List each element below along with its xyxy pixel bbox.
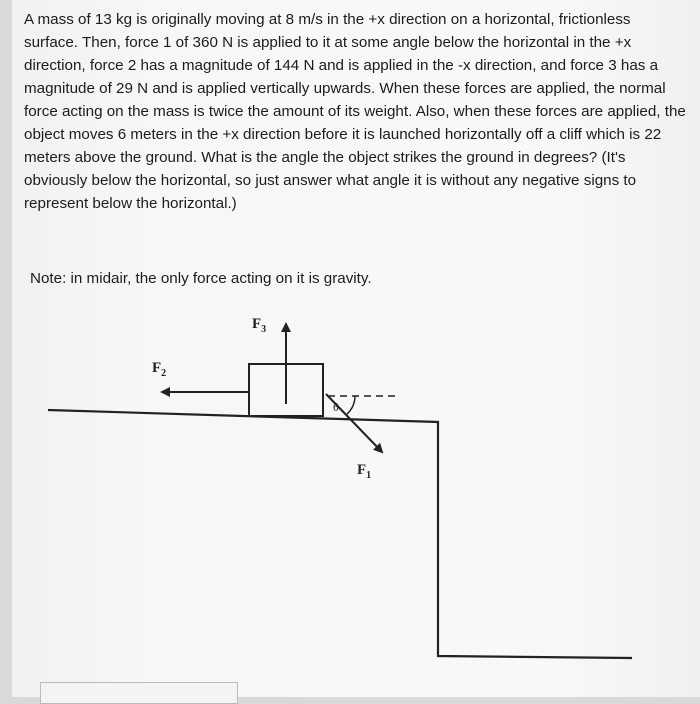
problem-line: obviously below the horizontal, so just answer what angle it is without any negative signs to [24, 172, 637, 189]
f1-label: $F_1$ [357, 462, 372, 481]
answer-input-box[interactable] [40, 682, 238, 704]
problem-line: magnitude of 29 N and is applied vertically upwards. When these forces are applied, the normal [24, 80, 666, 97]
problem-page [12, 0, 700, 697]
theta-arc [347, 396, 355, 414]
problem-line: surface. Then, force 1 of 360 N is applied to it at some angle below the horizontal in the +x [24, 34, 632, 51]
problem-line: A mass of 13 kg is originally moving at 8 m/s in the +x direction on a horizontal, frictionless [24, 11, 631, 28]
theta-label: θ [333, 400, 339, 414]
problem-line: meters above the ground. What is the angle the object strikes the ground in degrees? (It's [24, 149, 626, 166]
problem-line: object moves 6 meters in the +x direction before it is launched horizontally off a cliff which is 22 [24, 126, 662, 143]
problem-line: represent below the horizontal.) [24, 195, 237, 212]
problem-line: direction, force 2 has a magnitude of 144 N and is applied in the -x direction, and force 3 has a [24, 57, 659, 74]
problem-line: force acting on the mass is twice the amount of its weight. Also, when these forces are applied, the [24, 103, 686, 120]
note-text: Note: in midair, the only force acting on it is gravity. [30, 270, 372, 287]
f3-label: $F_3$ [252, 316, 267, 335]
cliff-outline [48, 410, 632, 658]
f2-label: $F_2$ [152, 360, 167, 379]
force-diagram [12, 0, 700, 697]
